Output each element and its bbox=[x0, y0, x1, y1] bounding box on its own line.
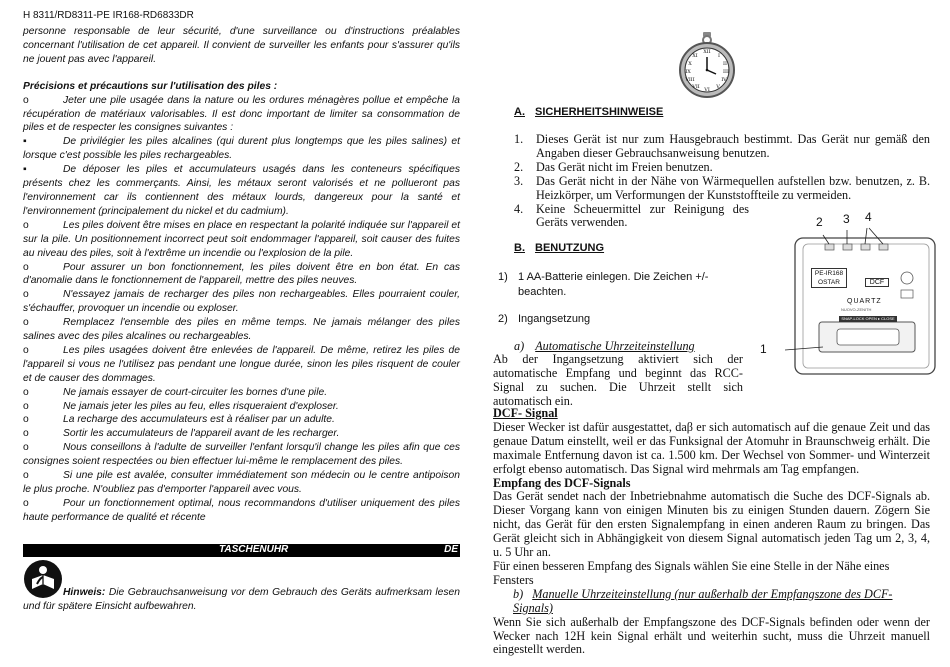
precaution-item bbox=[23, 400, 460, 414]
usage-item-number: 1) bbox=[498, 271, 508, 283]
usage-item-text: Ingangsetzung bbox=[518, 313, 591, 325]
section-bar-title: TASCHENUHR bbox=[219, 544, 289, 555]
precaution-item-text: Pour assurer un bon fonctionnement, les piles doivent être en bon état. En cas d'anomalie dans le fonctionnement de l'appareil, mettre des piles neuves. bbox=[23, 261, 460, 287]
svg-text:II: II bbox=[723, 61, 727, 67]
precaution-item bbox=[23, 427, 460, 441]
precaution-item-text: Les piles doivent être mises en place en respectant la polarité indiquée sur l'appareil et sur la pile. Un positionnement incorrect peut soit endommager l'appareil, soit causer des fuites au niveau des piles, soit à l'extrême un incendie ou l'explosion de la pile. bbox=[23, 219, 460, 259]
precautions-list bbox=[23, 94, 460, 525]
intro-paragraph: personne responsable de leur sécurité, d'une surveillance ou d'instructions préalables concernant l'utilisation de cet appareil. Il convient de surveiller les enfants pour s'assurer qu'ils ne jouent pas avec l'appareil. bbox=[23, 26, 460, 65]
hinweis-label: Hinweis: bbox=[63, 587, 106, 598]
left-column bbox=[23, 25, 460, 525]
precaution-item-text: Jeter une pile usagée dans la nature ou les ordures ménagères pollue et empêche la récupération de matériaux valorisables. Il est donc important de limiter sa consommation de piles et de respecter les consignes suivantes : bbox=[23, 94, 460, 134]
square-bullet-icon: ▪ bbox=[23, 164, 27, 176]
precaution-item bbox=[23, 497, 460, 525]
svg-text:X: X bbox=[688, 61, 692, 67]
circle-bullet-icon: o bbox=[23, 94, 29, 106]
circle-bullet-icon: o bbox=[23, 497, 29, 509]
svg-text:III: III bbox=[723, 69, 729, 75]
auto-text: Ab der Ingangsetzung aktiviert sich der automatische Empfang und beginnt das RCC-Signal zu suchen. Die Uhrzeit stellt sich automatisch ein. bbox=[493, 352, 743, 408]
precaution-item bbox=[23, 441, 460, 469]
precaution-item-text: Remplacez l'ensemble des piles en même temps. Ne jamais mélanger des piles salines avec des piles alcalines ou rechargeables. bbox=[23, 317, 460, 343]
safety-item-text: Keine Scheuermittel zur Reinigung des Geräts verwenden. bbox=[536, 201, 749, 230]
safety-item bbox=[514, 203, 749, 231]
precaution-item bbox=[23, 469, 460, 497]
model-label bbox=[811, 268, 847, 288]
section-bar-lang: DE bbox=[444, 544, 458, 555]
diagram-callout-3: 3 bbox=[843, 212, 850, 226]
manual-heading bbox=[493, 588, 930, 616]
svg-text:VIII: VIII bbox=[685, 77, 695, 83]
quartz-label: QUARTZ bbox=[847, 298, 882, 305]
quartz-sub-label: NUOVO-ZENITH bbox=[841, 307, 872, 312]
safety-item bbox=[514, 161, 930, 175]
precaution-item-text: N'essayez jamais de recharger des piles non rechargeables. Elles pourraient couler, s'échauffer, provoquer un incendie ou exploser. bbox=[23, 289, 460, 315]
precaution-item bbox=[23, 94, 460, 136]
precautions-title: Précisions et précautions sur l'utilisation des piles : bbox=[23, 80, 278, 92]
model-label-text: PE-IR168 bbox=[814, 270, 844, 277]
better-reception-text: Für einen besseren Empfang des Signals wählen Sie eine Stelle in der Nähe eines Fensters bbox=[493, 558, 890, 587]
hinweis-paragraph bbox=[23, 586, 460, 614]
precaution-item bbox=[23, 163, 460, 219]
precaution-item bbox=[23, 288, 460, 316]
manual-label: b) bbox=[513, 586, 524, 601]
clock-back-diagram bbox=[757, 210, 937, 378]
empfang-title: Empfang des DCF-Signals bbox=[493, 475, 631, 490]
circle-bullet-icon: o bbox=[23, 386, 29, 398]
safety-item-text: Das Gerät nicht im Freien benutzen. bbox=[536, 159, 713, 174]
svg-text:VII: VII bbox=[692, 84, 700, 90]
precaution-item-text: Si une pile est avalée, consulter immédiatement son médecin ou le centre antipoison le plus proche. N'oubliez pas d'emporter l'appareil avec vous. bbox=[23, 470, 460, 495]
circle-bullet-icon: o bbox=[23, 400, 29, 412]
precaution-item-text: Ne jamais jeter les piles au feu, elles risqueraient d'exploser. bbox=[63, 400, 339, 412]
section-b-letter: B. bbox=[514, 242, 525, 254]
safety-item-text: Dieses Gerät ist nur zum Hausgebrauch bestimmt. Das Gerät nur gemäß den Angaben dieser Gebrauchsanweisung benutzen. bbox=[536, 132, 930, 160]
precaution-item bbox=[23, 316, 460, 344]
precaution-item bbox=[23, 219, 460, 261]
section-b-title: BENUTZUNG bbox=[535, 242, 605, 254]
square-bullet-icon: ▪ bbox=[23, 136, 27, 148]
manual-title: Manuelle Uhrzeiteinstellung (nur außerhalb der Empfangszone des DCF-Signals) bbox=[513, 586, 893, 615]
precaution-item-text: De déposer les piles et accumulateurs usagés dans les conteneurs spécifiques présents chez les commerçants. Ainsi, les métaux seront valorisés et ne pollueront pas l'environnement car ils contiennent des métaux lourds, dangereux pour la santé et l'environnement (principalement du nickel et du cadmium). bbox=[23, 164, 460, 217]
svg-text:I: I bbox=[718, 53, 720, 59]
safety-item-number: 4. bbox=[514, 201, 524, 216]
dcf-title: DCF- Signal bbox=[493, 406, 558, 420]
circle-bullet-icon: o bbox=[23, 317, 29, 329]
auto-label: a) bbox=[514, 339, 525, 353]
usage-item bbox=[498, 270, 718, 300]
circle-bullet-icon: o bbox=[23, 428, 29, 440]
circle-bullet-icon: o bbox=[23, 261, 29, 273]
circle-bullet-icon: o bbox=[23, 470, 29, 482]
svg-text:IV: IV bbox=[721, 77, 727, 83]
dcf-section bbox=[493, 407, 930, 657]
precaution-item-text: Ne jamais essayer de court-circuiter les bornes d'une pile. bbox=[63, 386, 328, 398]
safety-item-number: 3. bbox=[514, 173, 524, 188]
safety-item-number: 1. bbox=[514, 132, 524, 146]
precaution-item bbox=[23, 413, 460, 427]
manual-text: Wenn Sie sich außerhalb der Empfangszone des DCF-Signals befinden oder wenn der Wecker nach 12H kein Signal erhält und weiterhin sucht, muss die Uhrzeit manuell eingestellt werden. bbox=[493, 614, 930, 657]
safety-item-number: 2. bbox=[514, 159, 524, 174]
dcf-label: DCF bbox=[865, 278, 889, 287]
dcf-text: Dieser Wecker ist dafür ausgestattet, daβ er sich automatisch auf die genaue Zeit und das genaue Datum einstellt, weil er das Funksignal der Atomuhr in Braunschweig erhält. Die maximale Entfernung davon ist ca. 1.500 km. Der Wechsel von Sommer- und Winterzeit erfolgt ebenso automatisch. Das Signal wird mehrmals am Tag empfangen. bbox=[493, 419, 930, 476]
battery-strip: SNAP-LOCK OPEN ▸ CLOSE bbox=[839, 316, 897, 322]
safety-item bbox=[514, 133, 930, 161]
circle-bullet-icon: o bbox=[23, 344, 29, 356]
usage-item-text: 1 AA-Batterie einlegen. Die Zeichen +/- beachten. bbox=[518, 271, 709, 298]
diagram-callout-1: 1 bbox=[760, 342, 767, 356]
precaution-item-text: Les piles usagées doivent être enlevées de l'appareil. De même, retirez les piles de l'appareil si vous ne l'utilisez pas pendant une longue durée, sinon les piles risquent de couler et de causer des dommages. bbox=[23, 344, 460, 384]
precaution-item bbox=[23, 344, 460, 386]
safety-item-text: Das Gerät nicht in der Nähe von Wärmequellen aufstellen bzw. benutzen, z. B. Heizkörper, um Verformungen der Kunststoffteile zu vermeiden. bbox=[536, 173, 930, 202]
hinweis-text: Die Gebrauchsanweisung vor dem Gebrauch des Geräts aufmerksam lesen und für spätere Einsicht aufbewahren. bbox=[23, 587, 460, 612]
precaution-item bbox=[23, 135, 460, 163]
circle-bullet-icon: o bbox=[23, 442, 29, 454]
precaution-item-text: Pour un fonctionnement optimal, nous recommandons d'utiliser uniquement des piles haute performance de qualité et récente bbox=[23, 497, 460, 523]
usage-item-number: 2) bbox=[498, 313, 508, 325]
usage-item bbox=[498, 313, 590, 325]
section-bar bbox=[23, 544, 460, 557]
precaution-item-text: De privilégier les piles alcalines (qui durent plus longtemps que les piles salines) et lorsque c'est possible les piles rechargeables. bbox=[23, 136, 460, 162]
precaution-item-text: Sortir les accumulateurs de l'appareil avant de les recharger. bbox=[63, 428, 340, 440]
circle-bullet-icon: o bbox=[23, 289, 29, 301]
diagram-callout-4: 4 bbox=[865, 210, 872, 224]
circle-bullet-icon: o bbox=[23, 414, 29, 426]
diagram-callout-2: 2 bbox=[816, 215, 823, 229]
auto-title: Automatische Uhrzeiteinstellung bbox=[535, 339, 695, 353]
svg-text:V: V bbox=[716, 84, 720, 90]
empfang-text: Das Gerät sendet nach der Inbetriebnahme automatisch die Suche des DCF-Signals ab. Dieser Vorgang kann von einigen Minuten bis zu einigen Stunden dauern. Zögern Sie nicht, das Gerät für den ersten Signalempfang in einen anderen Raum zu bringen. Das Gerät gleicht sich in Abhängigkeit von diesem Signal automatisch jeden Tag um 2, 3, 4, u. 5 Uhr an. bbox=[493, 489, 930, 560]
document-header: H 8311/RD8311-PE IR168-RD6833DR bbox=[23, 10, 194, 21]
svg-text:IX: IX bbox=[685, 69, 691, 75]
svg-text:XII: XII bbox=[703, 49, 711, 55]
precaution-item bbox=[23, 386, 460, 400]
precaution-item bbox=[23, 261, 460, 289]
brand-label-text: OSTAR bbox=[818, 279, 840, 286]
svg-text:VI: VI bbox=[704, 87, 710, 93]
precaution-item-text: La recharge des accumulateurs est à réaliser par un adulte. bbox=[63, 414, 335, 426]
svg-text:XI: XI bbox=[692, 53, 698, 59]
safety-item bbox=[514, 175, 930, 203]
circle-bullet-icon: o bbox=[23, 219, 29, 231]
precaution-item-text: Nous conseillons à l'adulte de surveiller l'enfant lorsqu'il change les piles afin que ces consignes soient respectées ou bien effectuer lui-même le remplacement des piles. bbox=[23, 442, 460, 468]
section-a-title: SICHERHEITSHINWEISE bbox=[535, 106, 664, 118]
pocket-watch-image bbox=[672, 30, 742, 100]
section-a-letter: A. bbox=[514, 106, 525, 118]
